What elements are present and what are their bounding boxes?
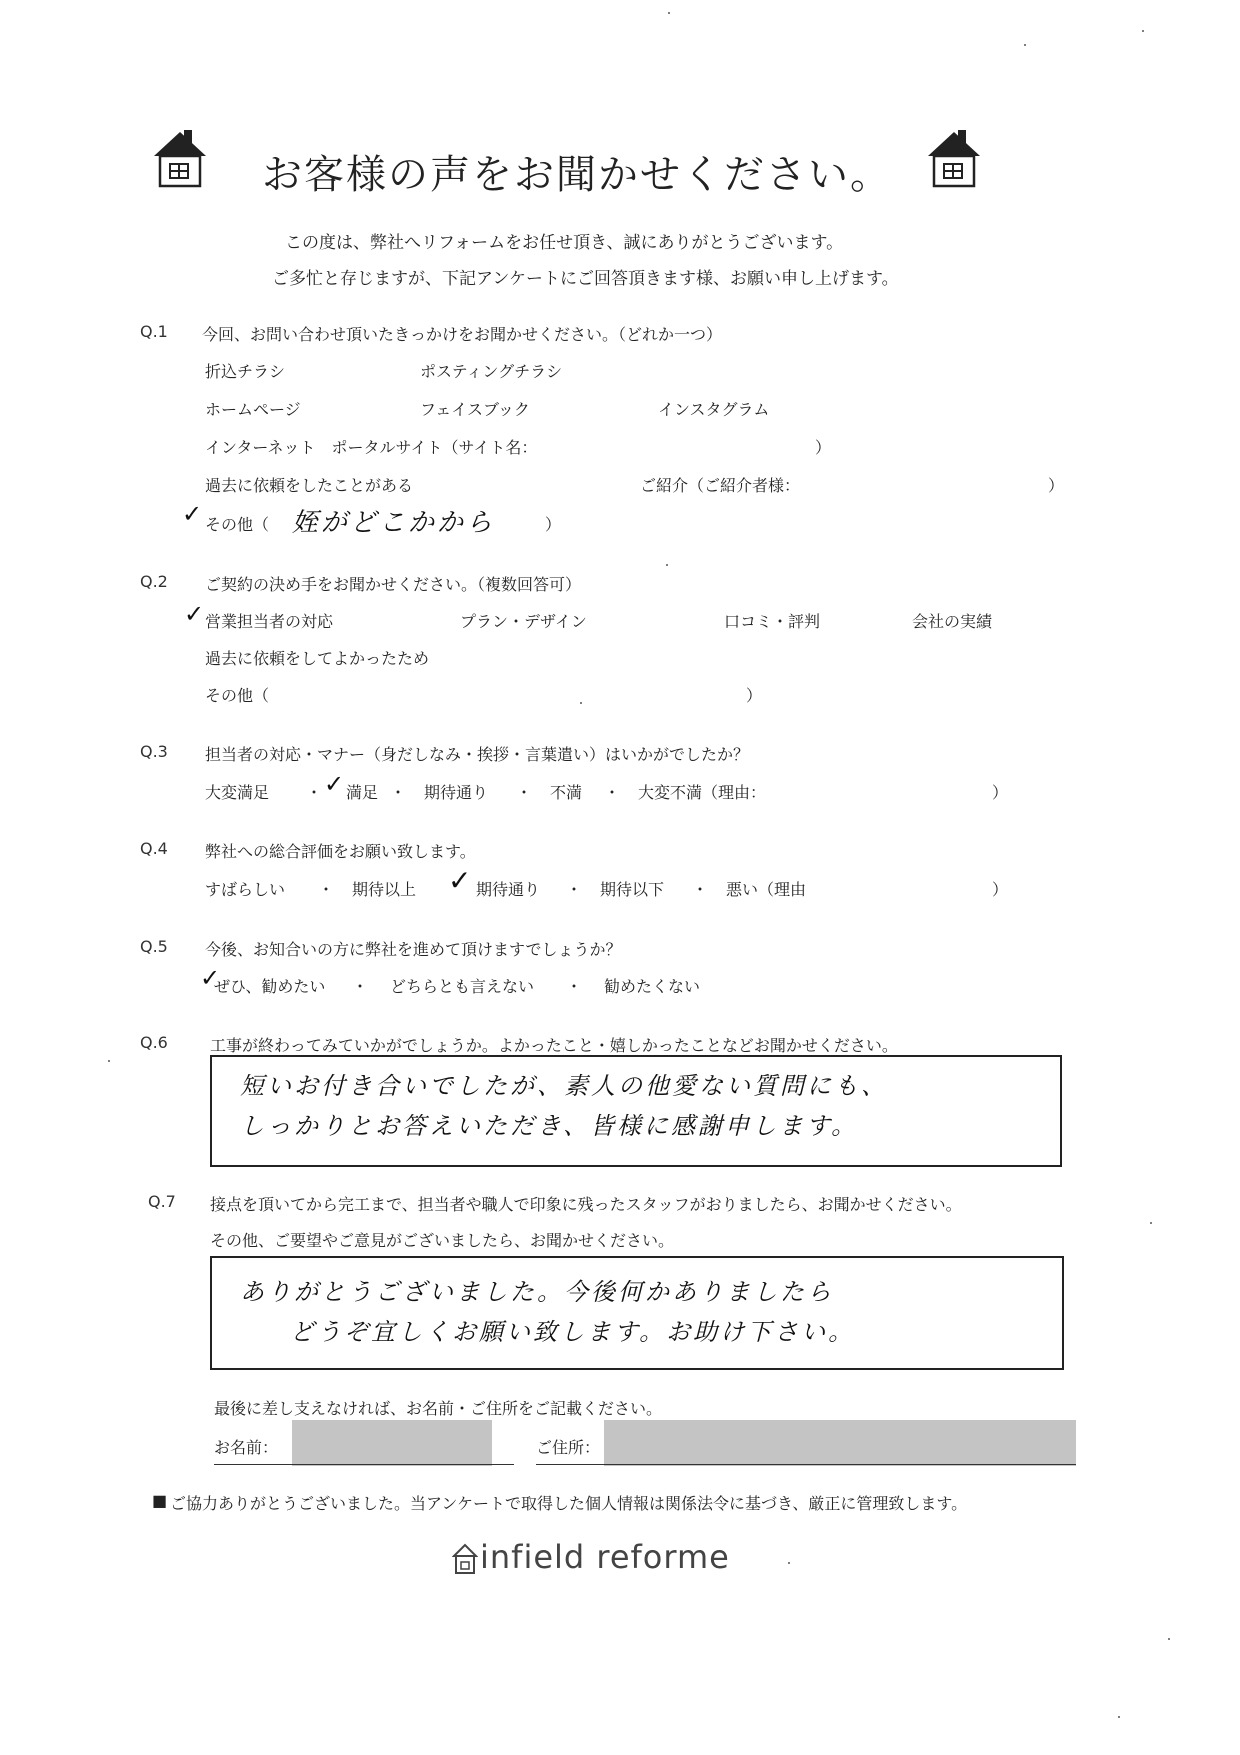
privacy-mark: ■ — [152, 1491, 168, 1510]
q2-option-sales: 営業担当者の対応 — [205, 612, 334, 631]
q2-other-close: ） — [746, 686, 763, 705]
q3-option-very-satisfied: 大変満足 — [205, 783, 270, 802]
q7-question-2: その他、ご要望やご意見がございましたら、お聞かせください。 — [210, 1231, 675, 1250]
q6-answer-line-2: しっかりとお答えいただき、皆様に感謝申します。 — [240, 1112, 859, 1140]
q3-option-very-dissatisfied: 大変不満（理由： — [638, 783, 767, 802]
q3-sep-1: ・ — [306, 783, 323, 802]
name-underline — [214, 1464, 514, 1465]
q3-sep-4: ・ — [604, 783, 621, 802]
q1-option-instagram: インスタグラム — [658, 400, 770, 419]
intro-line-1: この度は、弊社へリフォームをお任せ頂き、誠にありがとうございます。 — [285, 233, 844, 253]
q1-option-introduction: ご紹介（ご紹介者様： — [640, 476, 801, 495]
q1-number: Q.1 — [140, 322, 168, 341]
q2-option-other: その他（ — [205, 686, 270, 705]
q3-number: Q.3 — [140, 742, 168, 761]
scan-speck — [1024, 44, 1026, 46]
q3-sep-3: ・ — [516, 783, 533, 802]
q6-question: 工事が終わってみていかがでしょうか。よかったこと・嬉しかったことなどお聞かせください。 — [210, 1036, 898, 1055]
q4-option-below: 期待以下 — [600, 880, 665, 899]
q4-question: 弊社への総合評価をお願い致します。 — [205, 842, 476, 861]
scan-speck — [668, 12, 670, 14]
page-title: お客様の声をお聞かせください。 — [262, 152, 892, 198]
q1-option-internet: インターネット ポータルサイト（サイト名： — [205, 438, 538, 457]
address-redacted-field — [604, 1420, 1076, 1466]
q2-option-plan: プラン・デザイン — [460, 612, 587, 631]
q5-option-recommend: ぜひ、勧めたい — [214, 977, 326, 996]
intro-line-2: ご多忙と存じますが、下記アンケートにご回答頂きます様、お願い申し上げます。 — [272, 269, 899, 289]
q5-recommend-checkmark: ✓ — [200, 964, 221, 992]
name-label: お名前： — [214, 1438, 279, 1457]
q3-question: 担当者の対応・マナー（身だしなみ・挨拶・言葉遣い）はいかがでしたか？ — [205, 745, 750, 764]
q2-option-review: 口コミ・評判 — [724, 612, 821, 631]
q3-option-satisfied: 満足 — [346, 783, 379, 802]
q5-option-not-recommend: 勧めたくない — [604, 977, 701, 996]
house-icon-right — [924, 126, 984, 190]
q1-option-past: 過去に依頼をしたことがある — [205, 476, 414, 495]
q4-expected-checkmark: ✓ — [448, 864, 472, 897]
company-logo: infield reforme — [480, 1538, 730, 1576]
q1-internet-close: ） — [815, 438, 832, 457]
q4-number: Q.4 — [140, 839, 168, 858]
q1-option-orikomi: 折込チラシ — [205, 362, 286, 381]
q1-option-facebook: フェイスブック — [420, 400, 530, 419]
q1-option-homepage: ホームページ — [205, 400, 301, 419]
q3-sep-2: ・ — [390, 783, 407, 802]
q4-sep-2: ・ — [566, 880, 583, 899]
q4-option-above: 期待以上 — [352, 880, 417, 899]
q7-number: Q.7 — [148, 1192, 176, 1211]
q5-sep-1: ・ — [352, 977, 369, 996]
q7-answer-line-1: ありがとうございました。今後何かありましたら — [240, 1278, 834, 1306]
q3-option-dissatisfied: 不満 — [550, 783, 583, 802]
q4-option-bad: 悪い（理由 — [726, 880, 807, 899]
q1-option-posting: ポスティングチラシ — [420, 362, 563, 381]
q4-sep-3: ・ — [692, 880, 709, 899]
scan-speck — [1150, 1222, 1152, 1224]
scan-speck — [1142, 30, 1144, 32]
q6-answer-line-1: 短いお付き合いでしたが、素人の他愛ない質問にも、 — [240, 1072, 888, 1100]
q5-sep-2: ・ — [566, 977, 583, 996]
q3-satisfied-checkmark: ✓ — [324, 770, 345, 798]
q7-answer-line-2: どうぞ宜しくお願い致します。お助け下さい。 — [290, 1318, 856, 1346]
scan-speck — [580, 702, 582, 704]
contact-prompt: 最後に差し支えなければ、お名前・ご住所をご記載ください。 — [214, 1399, 663, 1418]
address-underline — [536, 1464, 1076, 1465]
q2-option-past: 過去に依頼をしてよかったため — [205, 649, 430, 668]
scan-speck — [1118, 1716, 1120, 1718]
scan-speck — [788, 1562, 790, 1564]
house-icon-left — [150, 126, 210, 190]
scan-speck — [108, 1060, 110, 1062]
scan-speck — [666, 564, 668, 566]
q7-question-1: 接点を頂いてから完工まで、担当者や職人で印象に残ったスタッフがおりましたら、お聞かせください。 — [210, 1195, 962, 1214]
logo-house-icon — [452, 1542, 478, 1576]
q1-other-checkmark: ✓ — [182, 500, 203, 528]
q1-introduction-close: ） — [1048, 476, 1065, 495]
q4-reason-close: ） — [992, 880, 1009, 899]
address-label: ご住所： — [536, 1438, 601, 1457]
privacy-notice: ご協力ありがとうございました。当アンケートで取得した個人情報は関係法令に基づき、厳正に管理致します。 — [170, 1494, 968, 1513]
q2-sales-checkmark: ✓ — [184, 600, 205, 628]
q6-number: Q.6 — [140, 1033, 168, 1052]
q3-reason-close: ） — [992, 783, 1009, 802]
q4-option-excellent: すばらしい — [205, 880, 286, 899]
q4-sep-1: ・ — [318, 880, 335, 899]
scan-speck — [1168, 1638, 1170, 1640]
q5-option-neutral: どちらとも言えない — [390, 977, 535, 996]
q3-option-expected: 期待通り — [424, 783, 489, 802]
q2-number: Q.2 — [140, 572, 168, 591]
q5-number: Q.5 — [140, 937, 168, 956]
name-redacted-field — [292, 1420, 492, 1466]
q5-question: 今後、お知合いの方に弊社を進めて頂けますでしょうか？ — [205, 940, 622, 959]
q1-other-answer: 姪がどこかから — [292, 508, 496, 538]
q2-option-record: 会社の実績 — [912, 612, 993, 631]
q1-question: 今回、お問い合わせ頂いたきっかけをお聞かせください。（どれか一つ） — [202, 325, 723, 344]
q4-option-expected: 期待通り — [476, 880, 541, 899]
q1-other-close: ） — [545, 515, 562, 534]
q1-option-other: その他（ — [205, 515, 270, 534]
q2-question: ご契約の決め手をお聞かせください。（複数回答可） — [205, 575, 582, 594]
